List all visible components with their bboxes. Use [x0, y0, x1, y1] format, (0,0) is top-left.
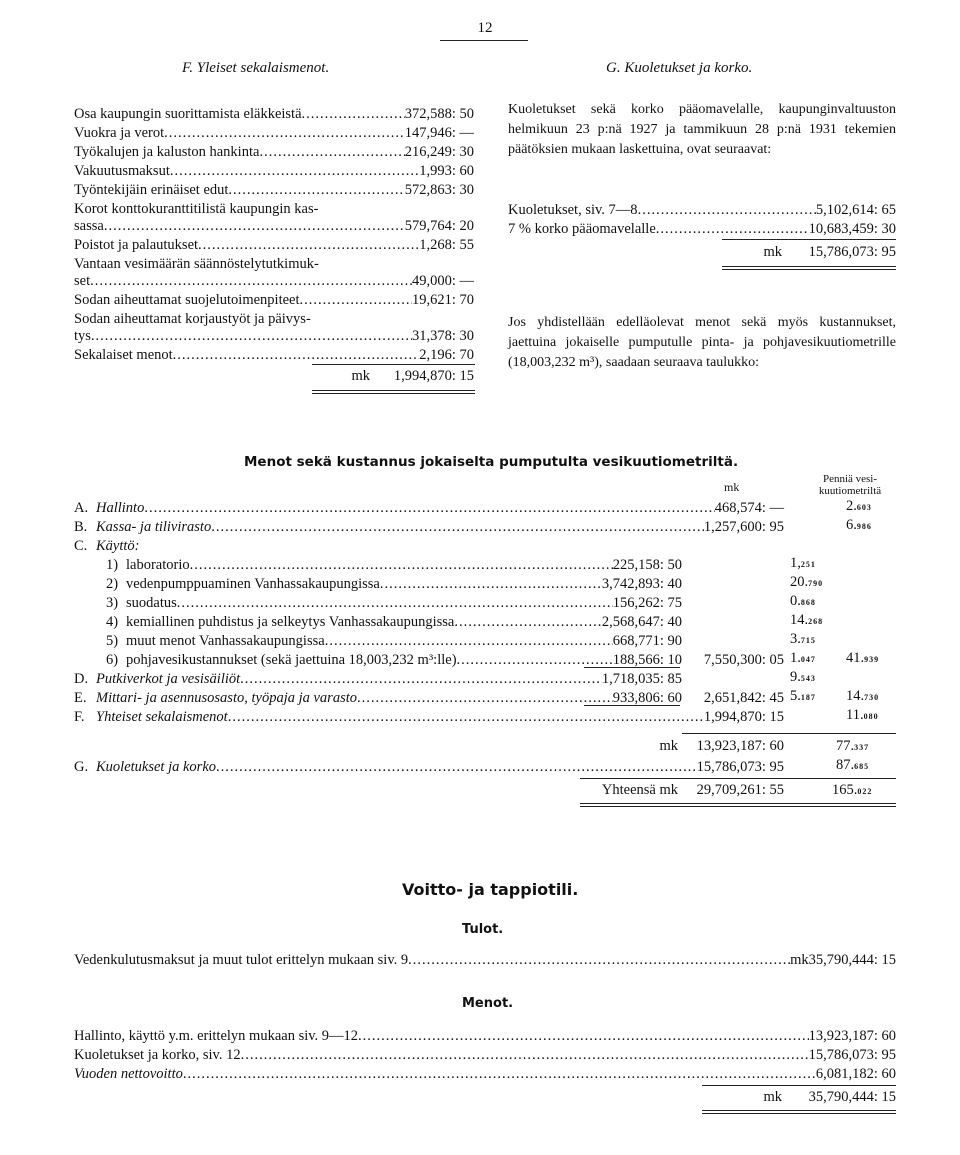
profit-loss-double-rule-1 [702, 1110, 896, 1111]
list-item: Sodan aiheuttamat korjaustyöt ja päivys- [74, 311, 311, 327]
list-item: tys ..... 31,378: 30 [74, 326, 474, 346]
profit-loss-total: 35,790,444: 15 [808, 1089, 896, 1105]
profit-loss-total-unit: mk [763, 1089, 782, 1105]
table-cell-pennia-total: 6.986 [846, 517, 872, 533]
cost-total-rule [580, 778, 896, 779]
cost-total-label: Yhteensä mk [601, 782, 678, 798]
table-cell-pennia-total: 14.730 [846, 688, 880, 704]
table-row: 4) kemiallinen puhdistus ja selkeytys Vanhassakaupungissa ..... 2,568,647: 40 [106, 612, 682, 632]
section-g-total-rule [722, 239, 896, 240]
table-cell-amount: 2,651,842: 45 [703, 690, 784, 706]
section-f-total-unit: mk [351, 368, 370, 384]
table-cell-rule [584, 705, 680, 706]
profit-loss-title: Voitto- ja tappiotili. [402, 880, 579, 899]
list-item: Sodan aiheuttamat suojelutoimenpiteet ..... 19,621: 70 [74, 290, 474, 310]
table-cell-pennia: 14.268 [790, 612, 824, 628]
table-cell-pennia: 0.868 [790, 593, 816, 609]
table-row: C. Käyttö: [74, 538, 140, 554]
section-g-intro: Kuoletukset sekä korko pääomavelalle, kaupunginvaltuuston helmikuun 23 p:nä 1927 ja tammikuun 28 p:nä 1931 tekemien päätöksien mukaan laskettuina, ovat seuraavat: [508, 102, 896, 157]
list-item: Vantaan vesimäärän säännöstelytutkimuk- [74, 256, 319, 272]
table-row: D. Putkiverkot ja vesisäiliöt ..... 1,718,035: 85 [74, 669, 682, 689]
section-g-double-rule-2 [722, 269, 896, 270]
table-cell-pennia: 3.715 [790, 631, 816, 647]
cost-table-col-mk: mk [724, 480, 740, 494]
table-cell-pennia-total: 2.603 [846, 498, 872, 514]
cost-subtotal-unit: mk [659, 738, 678, 754]
table-cell-pennia-total: 11.080 [846, 707, 879, 723]
section-g-heading: G. Kuoletukset ja korko. [606, 60, 753, 76]
table-cell-pennia-total: 41.939 [846, 650, 880, 666]
table-row: F. Yhteiset sekalaismenot ..... 1,994,870: 15 [74, 707, 784, 727]
section-g-total-unit: mk [763, 244, 782, 260]
list-item: Kuoletukset, siv. 7—8 ..... 5,102,614: 65 [508, 200, 896, 220]
expense-row: Vuoden nettovoitto ..... 6,081,182: 60 [74, 1064, 896, 1084]
section-g-double-rule-1 [722, 266, 896, 267]
table-row: B. Kassa- ja tilivirasto ..... 1,257,600: 95 [74, 517, 784, 537]
cost-row-g: G. Kuoletukset ja korko ..... 15,786,073: 95 [74, 757, 784, 777]
table-cell-pennia: 9.543 [790, 669, 816, 685]
section-f-total: 1,994,870: 15 [393, 368, 474, 384]
page-number-rule [440, 40, 528, 41]
section-f-heading: F. Yleiset sekalaismenot. [182, 60, 330, 76]
list-item: Vuokra ja verot ..... 147,946: — [74, 123, 474, 143]
income-heading: Tulot. [462, 922, 504, 937]
list-item: sassa ..... 579,764: 20 [74, 216, 474, 236]
table-row: E. Mittari- ja asennusosasto, työpaja ja varasto ..... 933,806: 60 [74, 688, 682, 708]
table-row: 6) pohjavesikustannukset (sekä jaettuina 18,003,232 m³:lle) ..... 188,566: 10 [106, 650, 682, 670]
table-cell-pennia: 1,251 [790, 555, 816, 571]
section-f-double-rule-1 [312, 390, 475, 391]
cost-subtotal-rule [682, 733, 896, 734]
expense-heading: Menot. [462, 996, 514, 1011]
cost-total-double-rule-2 [580, 806, 896, 807]
income-row: Vedenkulutusmaksut ja muut tulot erittelyn mukaan siv. 9 ..... mk 35,790,444: 15 [74, 950, 896, 970]
table-cell-amount: 7,550,300: 05 [703, 652, 784, 668]
cost-total-double-rule-1 [580, 803, 896, 804]
list-item: Sekalaiset menot ..... 2,196: 70 [74, 345, 474, 365]
cost-row-g-pennia: 87.685 [836, 757, 870, 773]
list-item: Työntekijäin erinäiset edut ..... 572,863: 30 [74, 180, 474, 200]
list-item: 7 % korko pääomavelalle ..... 10,683,459: 30 [508, 219, 896, 239]
section-g-paragraph: Jos yhdistellään edelläolevat menot sekä myös kustannukset, jaettuina jokaiselle pumputulle pinta- ja pohjavesikuutiometrille (18,003,232 m³), saadaan seuraava taulukko: [508, 315, 896, 370]
section-f-double-rule-2 [312, 393, 475, 394]
cost-table-title: Menot sekä kustannus jokaiselta pumputulta vesikuutiometriltä. [244, 454, 739, 470]
table-row: A. Hallinto ..... 468,574: — [74, 498, 784, 518]
table-cell-pennia: 5.187 [790, 688, 816, 704]
list-item: Työkalujen ja kaluston hankinta ..... 216,249: 30 [74, 142, 474, 162]
table-cell-pennia: 1.047 [790, 650, 816, 666]
cost-subtotal: 13,923,187: 60 [696, 738, 784, 754]
list-item: Korot konttokuranttitilistä kaupungin kas- [74, 201, 319, 217]
list-item: Osa kaupungin suorittamista eläkkeistä ..... 372,588: 50 [74, 104, 474, 124]
table-row: 2) vedenpumppuaminen Vanhassakaupungissa ..... 3,742,893: 40 [106, 574, 682, 594]
table-row: 3) suodatus ..... 156,262: 75 [106, 593, 682, 613]
expense-row: Hallinto, käyttö y.m. erittelyn mukaan siv. 9—12 ..... 13,923,187: 60 [74, 1026, 896, 1046]
profit-loss-double-rule-2 [702, 1113, 896, 1114]
table-row: 5) muut menot Vanhassakaupungissa ..... 668,771: 90 [106, 631, 682, 651]
table-cell-rule [584, 667, 680, 668]
cost-total-pennia: 165.022 [832, 782, 873, 798]
cost-subtotal-pennia: 77.337 [836, 738, 870, 754]
cost-table-col-pennia: Penniä vesi-kuutiometriltä [818, 473, 882, 497]
section-f-total-rule [312, 364, 475, 365]
table-row: 1) laboratorio ..... 225,158: 50 [106, 555, 682, 575]
list-item: Vakuutusmaksut ..... 1,993: 60 [74, 161, 474, 181]
list-item: Poistot ja palautukset ..... 1,268: 55 [74, 235, 474, 255]
page-number: 12 [477, 20, 493, 36]
profit-loss-total-rule [702, 1085, 896, 1086]
expense-row: Kuoletukset ja korko, siv. 12 ..... 15,786,073: 95 [74, 1045, 896, 1065]
list-item: set ..... 49,000: — [74, 271, 474, 291]
table-cell-pennia: 20.790 [790, 574, 824, 590]
section-g-total: 15,786,073: 95 [808, 244, 896, 260]
cost-total: 29,709,261: 55 [696, 782, 784, 798]
